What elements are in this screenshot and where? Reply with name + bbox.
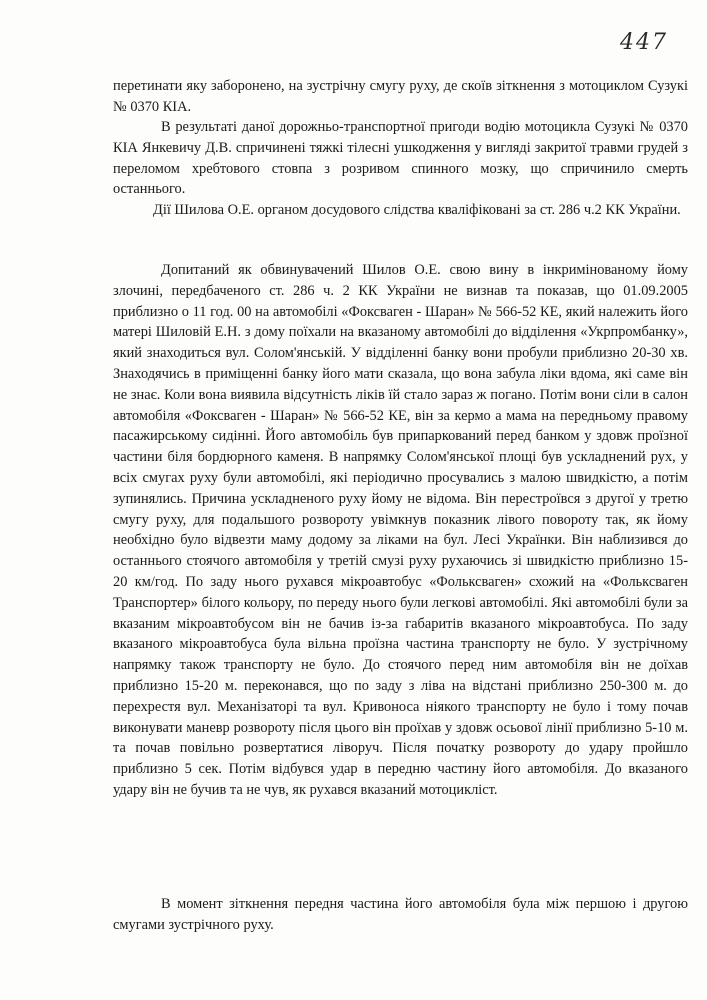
paragraph-testimony xyxy=(113,260,688,801)
paragraph-text: В момент зіткнення передня частина його автомобіля була між першою і другою смугами зустрічного руху. xyxy=(113,896,688,933)
paragraph-text: перетинати яку заборонено, на зустрічну смугу руху, де скоїв зіткнення з мотоциклом Сузукі № 0370 КІА. xyxy=(113,78,688,115)
paragraph-collision-description xyxy=(113,76,688,118)
paragraph-text: Допитаний як обвинувачений Шилов О.Е. свою вину в інкримінованому йому злочині, передбаченого ст. 286 ч. 2 КК України не визнав та показав, що 01.09.2005 приблизно о 11 год. 00 на автомобілі «Фоксваген - Шаран» № 566-52 КЕ, який належить його матері Шиловій Е.Н. з дому поїхали на вказаному автомобілі до відділення «Укрпромбанку», який знаходиться вул. Солом'янській. У відділенні банку вони пробули приблизно 20-30 хв. Знаходячись в приміщенні банку його мати сказала, що вона забула ліки вдома, які саме він не знає. Коли вона виявила відсутність ліків їй стало зараз ж погано. Потім вони сіли в салон автомобіля «Фоксваген - Шаран» № 566-52 КЕ, він за кермо а мама на передньому правому пасажирському сидінні. Його автомобіль був припаркований перед банком у здовж проїзної частини біля бордюрного каменя. В напрямку Солом'янської площі був ускладнений рух, у всіх смугах руху були автомобілі, які періодично просувались з малою швидкістю, а потім зупинялись. Причина ускладненого руху йому не відома. Він перестроївся з другої у третю смугу руху, для подальшого розвороту увімкнув показник лівого повороту так, як йому необхідно було відвезти маму додому за ліками на бул. Лесі Українки. Він наблизився до останнього стоячого автомобіля у третій смузі руху рухаючись зі швидкістю приблизно 15-20 км/год. По заду нього рухався мікроавтобус «Фольксваген» схожий на «Фольксваген Транспортер» білого кольору, по переду нього були легкові автомобілі. Які автомобілі були за вказаним мікроавтобусом він не бачив із-за габаритів вказаного мікроавтобуса. По заду вказаного мікроавтобуса була вільна проїзна частина транспорту не було. У зустрічному напрямку також транспорту не було. До стоячого перед ним автомобіля він не доїхав приблизно 15-20 м. переконався, що по заду з ліва на відстані приблизно 250-300 м. до перехрестя вул. Механізаторі та вул. Кривоноса ніякого транспорту не було і тому почав виконувати маневр розвороту після цього він проїхав у здовж осьової лінії приблизно 5-10 м. та почав повільно розвертатися ліворуч. Після початку розвороту до удару пройшло приблизно 5 сек. Потім відбувся удар в передню частину його автомобіля. До вказаного удару він не бучив та не чув, як рухався вказаний мотоцикліст. xyxy=(113,262,688,798)
paragraph-text: В результаті даної дорожньо-транспортної пригоди водію мотоцикла Сузукі № 0370 КІА Янкевичу Д.В. спричинені тяжкі тілесні ушкодження у вигляді закритої травми грудей з переломом хребтового стовпа з розривом спинного мозку, що спричинило смерть останнього. xyxy=(113,119,688,198)
paragraph-text: Дії Шилова О.Е. органом досудового слідства кваліфіковані за ст. 286 ч.2 КК України. xyxy=(153,202,681,218)
paragraph-qualification xyxy=(113,200,688,221)
paragraph-consequences xyxy=(113,117,688,200)
page-number: 447 xyxy=(620,30,668,55)
paragraph-collision-position xyxy=(113,894,688,936)
